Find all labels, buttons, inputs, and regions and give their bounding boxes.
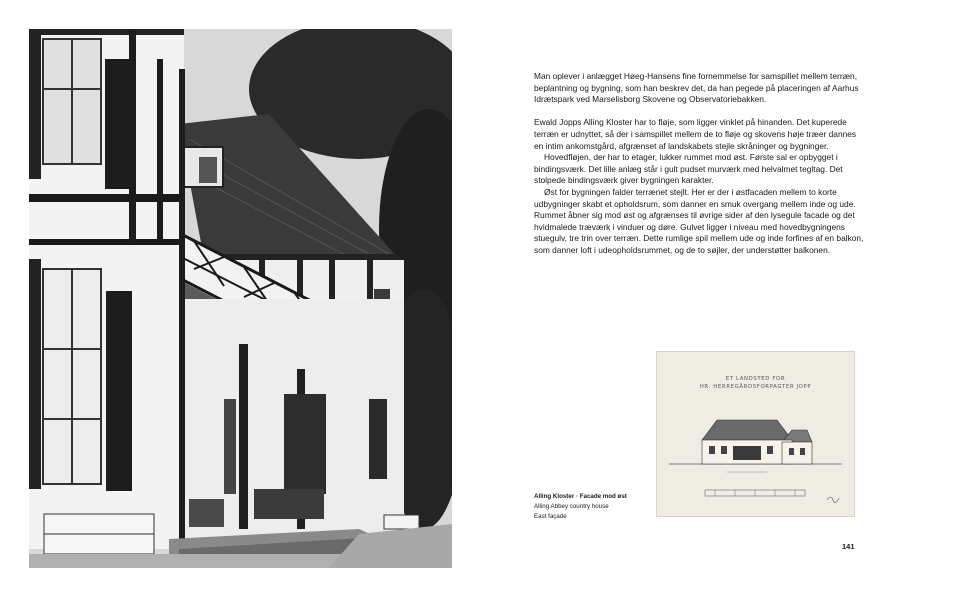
- paragraph-4: Øst for bygningen falder terrænet stejlt. Her er der i østfacaden mellem to korte udbygninger skabt et opholdsrum, som danner en smuk overgang mellem inde og ude. Rummet åbner sig mod øst og afgrænses til øvrige sider af den lysegule facade og det hvidmalede træværk i vinduer og døre. Gulvet ligger i niveau med hovedbygningens stuegulv, tre trin over terræn. Dette rumlige spil mellem ude og inde forfines af en balkon, som danner loft i udeopholdsrummet, og de to søjler, der understøtter balkonen.: [534, 186, 864, 255]
- architectural-drawing: [656, 351, 855, 517]
- paragraph-2: Ewald Jopps Alling Kloster har to fløje, som ligger vinklet på hinanden. Det kuperede terræn er udnyttet, så der i samspillet mellem de to fløje og skovens høje træer dannes en intim ankomstgård, afgrænset af landskabets stejle skråninger og bygninger.: [534, 117, 857, 151]
- caption-title: Alling Kloster · Facade mod øst: [534, 493, 627, 500]
- paragraph-1: Man oplever i anlægget Høeg-Hansens fine fornemmelse for samspillet mellem terræn, beplantning og bygning, som han beskrev det, da han pegede på placeringen af Aarhus Idrætspark ved Marselisborg Skovene og Observatoriebakken.: [534, 71, 859, 105]
- caption-english-subtitle: East façade: [534, 513, 567, 520]
- house-photograph: [29, 29, 452, 568]
- figure-caption: [534, 492, 654, 522]
- paragraph-3: Hovedfløjen, der har to etager, lukker rummet mod øst. Første sal er opbygget i bindingsværk. Det lille anlæg står i gult pudset murværk med helvalmet tegltag. Det stolpede bindingsværk giver bygningen karakter.: [534, 152, 843, 186]
- body-text: [534, 71, 864, 257]
- drawing-title-line-1: ET LANDSTED FOR: [725, 376, 786, 382]
- page-number: 141: [842, 542, 855, 551]
- drawing-title-line-2: HR. HERREGÅRDSFORPAGTER JOPP: [699, 384, 812, 390]
- caption-english-title: Alling Abbey country house: [534, 503, 609, 510]
